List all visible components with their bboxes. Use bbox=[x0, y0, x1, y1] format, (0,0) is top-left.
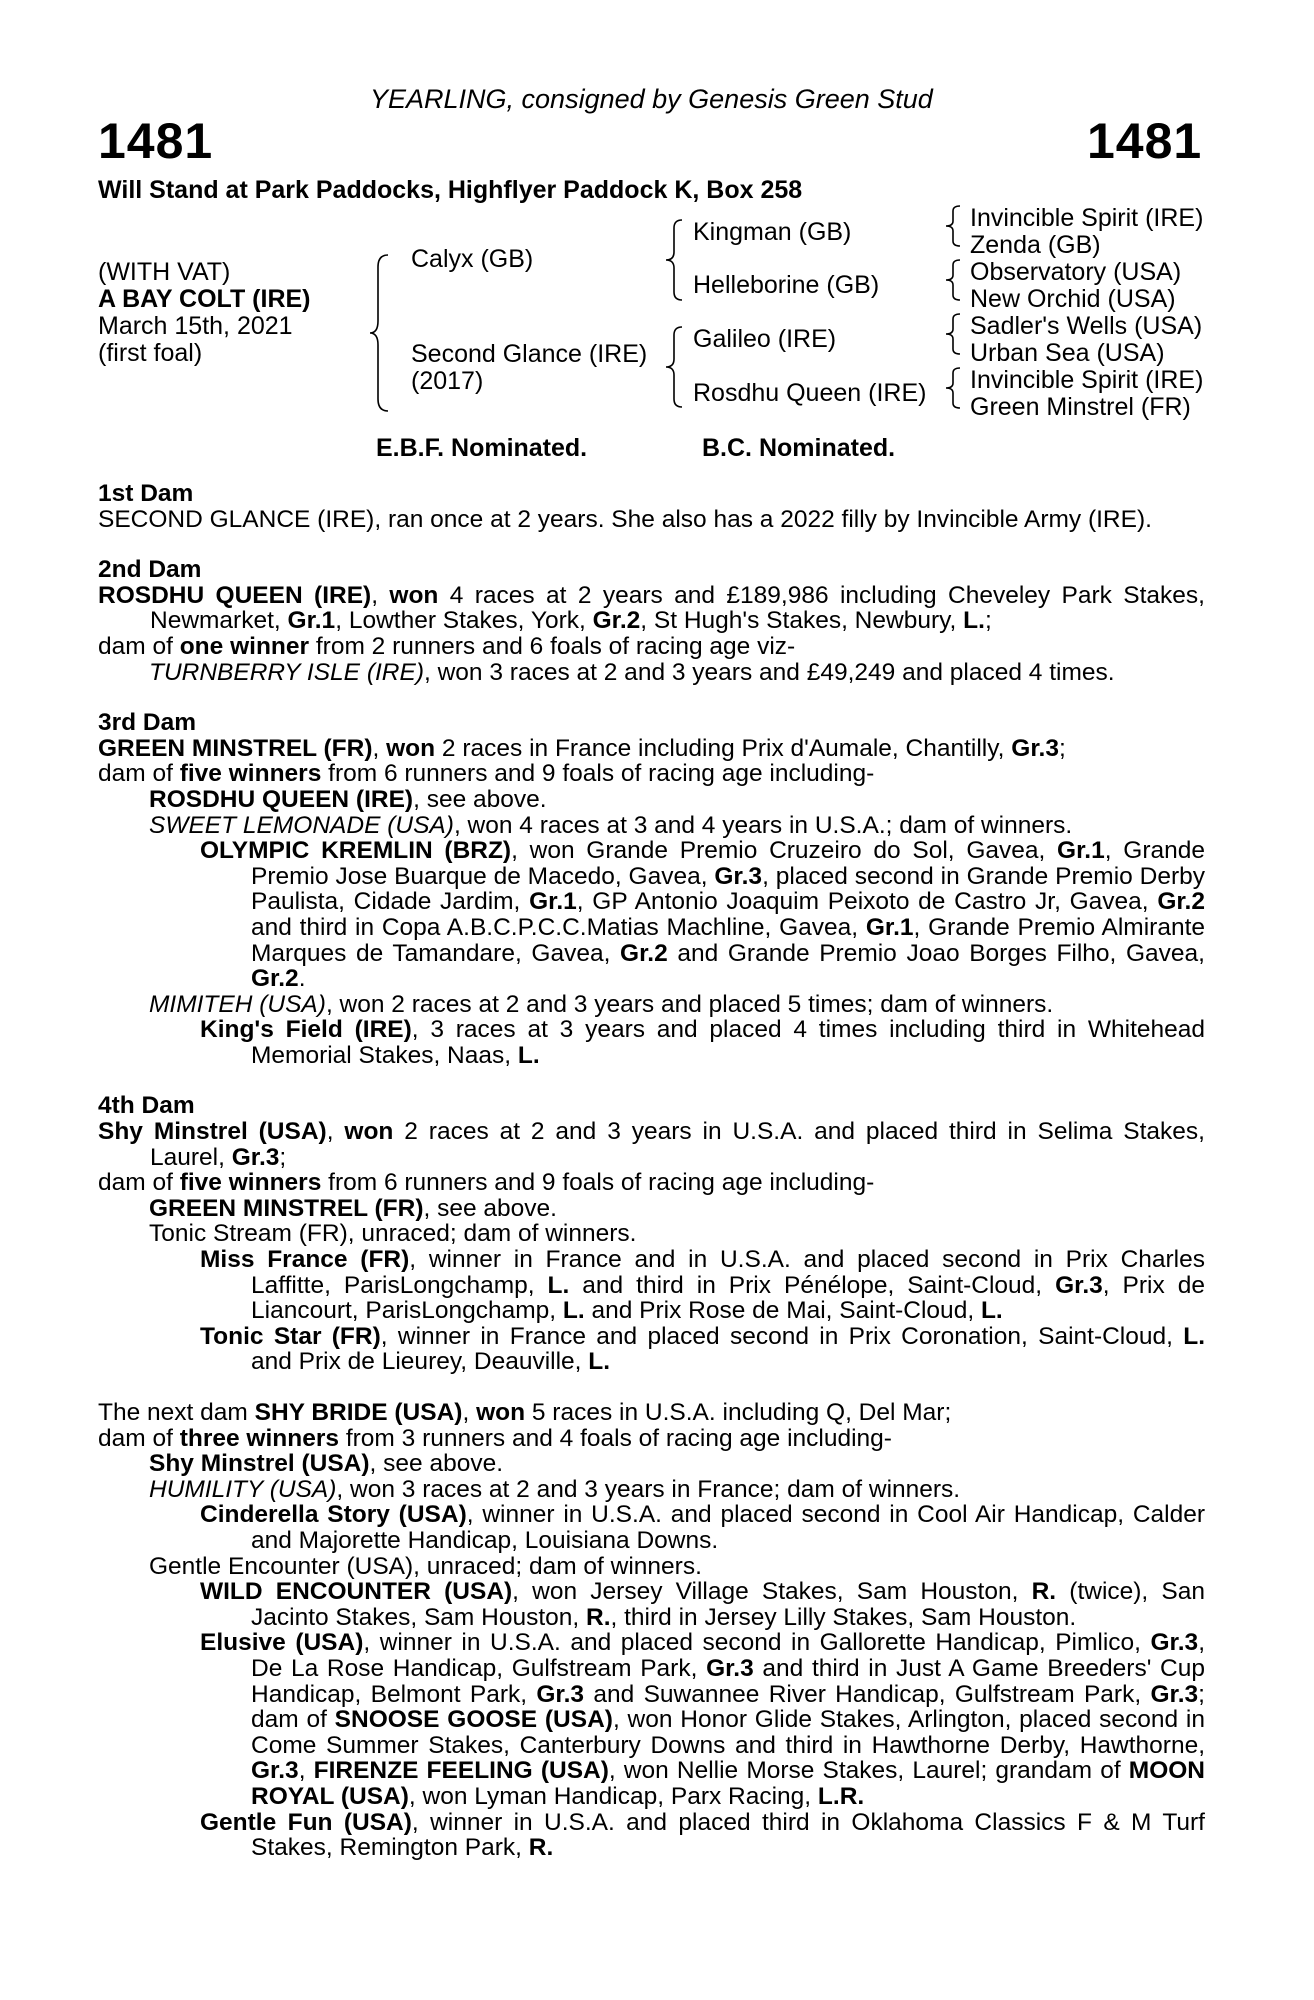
ebf-nomination: E.B.F. Nominated. bbox=[376, 434, 588, 462]
second-dam-heading: 2nd Dam bbox=[98, 556, 202, 584]
gen4-5: Sadler's Wells (USA) bbox=[970, 312, 1203, 340]
second-dam-entry: ROSDHU QUEEN (IRE), won 4 races at 2 years and £189,986 including Cheveley Park Stakes, Newmarket, Gr.1, Lowther Stakes, York, Gr.2, St Hugh's Stakes, Newbury, L.; bbox=[98, 581, 1205, 635]
brace-icon bbox=[944, 366, 962, 410]
grandsire-paternal: Kingman (GB) bbox=[693, 218, 852, 246]
gen4-4: New Orchid (USA) bbox=[970, 285, 1176, 313]
lot-number-left: 1481 bbox=[98, 113, 214, 169]
first-dam-heading: 1st Dam bbox=[98, 480, 194, 507]
grandsire-maternal: Galileo (IRE) bbox=[693, 325, 837, 353]
gen4-2: Zenda (GB) bbox=[970, 231, 1101, 259]
dam-name: Second Glance (IRE) bbox=[411, 340, 648, 368]
catalogue-body bbox=[98, 481, 1205, 1861]
progeny-entry: King's Field (IRE), 3 races at 3 years and placed 4 times including third in Whitehead Memorial Stakes, Naas, L. bbox=[200, 1016, 1206, 1069]
granddam-paternal: Helleborine (GB) bbox=[693, 271, 880, 299]
third-dam-entry: GREEN MINSTREL (FR), won 2 races in France including Prix d'Aumale, Chantilly, Gr.3; bbox=[98, 734, 1066, 762]
gen4-1: Invincible Spirit (IRE) bbox=[970, 204, 1204, 232]
brace-icon bbox=[944, 312, 962, 356]
foal-note: (first foal) bbox=[98, 339, 203, 367]
page-subtitle: YEARLING, consigned by Genesis Green Stud bbox=[370, 84, 933, 114]
gen4-8: Green Minstrel (FR) bbox=[970, 393, 1191, 421]
brace-icon bbox=[944, 258, 962, 302]
next-dam-produce: dam of three winners from 3 runners and 4 foals of racing age including- bbox=[98, 1424, 892, 1452]
progeny-entry: MIMITEH (USA), won 2 races at 2 and 3 years and placed 5 times; dam of winners. bbox=[149, 990, 1054, 1018]
fourth-dam-heading: 4th Dam bbox=[98, 1092, 195, 1120]
progeny-entry: Gentle Fun (USA), winner in U.S.A. and placed third in Oklahoma Classics F & M Turf Stakes, Remington Park, R. bbox=[200, 1808, 1205, 1862]
gen4-6: Urban Sea (USA) bbox=[970, 339, 1165, 367]
foaling-date: March 15th, 2021 bbox=[98, 312, 293, 340]
vat-note: (WITH VAT) bbox=[98, 258, 231, 286]
granddam-maternal: Rosdhu Queen (IRE) bbox=[693, 379, 927, 407]
brace-icon bbox=[368, 253, 390, 413]
second-dam-produce: dam of one winner from 2 runners and 6 foals of racing age viz- bbox=[98, 632, 796, 660]
progeny-entry: TURNBERRY ISLE (IRE), won 3 races at 2 and 3 years and £49,249 and placed 4 times. bbox=[149, 658, 1115, 686]
bc-nomination: B.C. Nominated. bbox=[702, 434, 896, 462]
progeny-entry: Elusive (USA), winner in U.S.A. and placed second in Gallorette Handicap, Pimlico, Gr.3, De La Rose Handicap, Gulfstream Park, Gr.3 and third in Just A Game Breeders' Cup Handicap, Belmont Park, Gr.3 and Suwannee River Handicap, Gulfstream Park, Gr.3; dam of SNOOSE GOOSE (USA), won Honor Glide Stakes, Arlington, placed second in Come Summer Stakes, Canterbury Downs and third in Hawthorne Derby, Hawthorne, Gr.3, FIRENZE FEELING (USA), won Nellie Morse Stakes, Laurel; grandam of MOON ROYAL (USA), won Lyman Handicap, Parx Racing, L.R. bbox=[200, 1629, 1205, 1810]
brace-icon bbox=[944, 204, 962, 248]
lot-number-right: 1481 bbox=[1087, 113, 1203, 169]
progeny-entry: Shy Minstrel (USA), see above. bbox=[149, 1450, 504, 1478]
fourth-dam-entry: Shy Minstrel (USA), won 2 races at 2 and 3 years in U.S.A. and placed third in Selima Stakes, Laurel, Gr.3; bbox=[98, 1118, 1205, 1171]
progeny-entry: Miss France (FR), winner in France and in U.S.A. and placed second in Prix Charles Laffitte, ParisLongchamp, L. and third in Prix Pénélope, Saint-Cloud, Gr.3, Prix de Liancourt, ParisLongchamp, L. and Prix Rose de Mai, Saint-Cloud, L. bbox=[200, 1246, 1205, 1325]
next-dam-entry: The next dam SHY BRIDE (USA), won 5 races in U.S.A. including Q, Del Mar; bbox=[98, 1399, 952, 1426]
progeny-entry: WILD ENCOUNTER (USA), won Jersey Village Stakes, Sam Houston, R. (twice), San Jacinto Stakes, Sam Houston, R., third in Jersey Lilly Stakes, Sam Houston. bbox=[200, 1578, 1206, 1631]
stand-location: Will Stand at Park Paddocks, Highflyer Paddock K, Box 258 bbox=[98, 176, 803, 204]
first-dam-text: SECOND GLANCE (IRE), ran once at 2 years. She also has a 2022 filly by Invincible Army (IRE). bbox=[98, 505, 1152, 533]
progeny-entry: SWEET LEMONADE (USA), won 4 races at 3 and 4 years in U.S.A.; dam of winners. bbox=[149, 811, 1073, 839]
dam-year: (2017) bbox=[411, 367, 484, 395]
horse-name: A BAY COLT (IRE) bbox=[98, 285, 311, 313]
gen4-7: Invincible Spirit (IRE) bbox=[970, 366, 1204, 394]
third-dam-heading: 3rd Dam bbox=[98, 709, 197, 737]
fourth-dam-produce: dam of five winners from 6 runners and 9 foals of racing age including- bbox=[98, 1169, 875, 1197]
progeny-entry: GREEN MINSTREL (FR), see above. bbox=[149, 1194, 557, 1222]
progeny-entry: Tonic Stream (FR), unraced; dam of winners. bbox=[149, 1220, 637, 1248]
progeny-entry: HUMILITY (USA), won 3 races at 2 and 3 years in France; dam of winners. bbox=[149, 1475, 961, 1503]
progeny-entry: OLYMPIC KREMLIN (BRZ), won Grande Premio Cruzeiro do Sol, Gavea, Gr.1, Grande Premio Jose Buarque de Macedo, Gavea, Gr.3, placed second in Grande Premio Derby Paulista, Cidade Jardim, Gr.1, GP Antonio Joaquim Peixoto de Castro Jr, Gavea, Gr.2 and third in Copa A.B.C.P.C.C.Matias Machline, Gavea, Gr.1, Grande Premio Almirante Marques de Tamandare, Gavea, Gr.2 and Grande Premio Joao Borges Filho, Gavea, Gr.2. bbox=[200, 837, 1205, 993]
gen4-3: Observatory (USA) bbox=[970, 258, 1182, 286]
progeny-entry: Tonic Star (FR), winner in France and placed second in Prix Coronation, Saint-Cloud, L. and Prix de Lieurey, Deauville, L. bbox=[200, 1322, 1206, 1376]
progeny-entry: ROSDHU QUEEN (IRE), see above. bbox=[149, 785, 547, 813]
sire-name: Calyx (GB) bbox=[411, 245, 534, 273]
progeny-entry: Gentle Encounter (USA), unraced; dam of winners. bbox=[149, 1552, 702, 1580]
third-dam-produce: dam of five winners from 6 runners and 9 foals of racing age including- bbox=[98, 760, 875, 788]
progeny-entry: Cinderella Story (USA), winner in U.S.A. and placed second in Cool Air Handicap, Calder and Majorette Handicap, Louisiana Downs. bbox=[200, 1501, 1205, 1554]
brace-icon bbox=[664, 325, 684, 409]
brace-icon bbox=[664, 218, 684, 302]
